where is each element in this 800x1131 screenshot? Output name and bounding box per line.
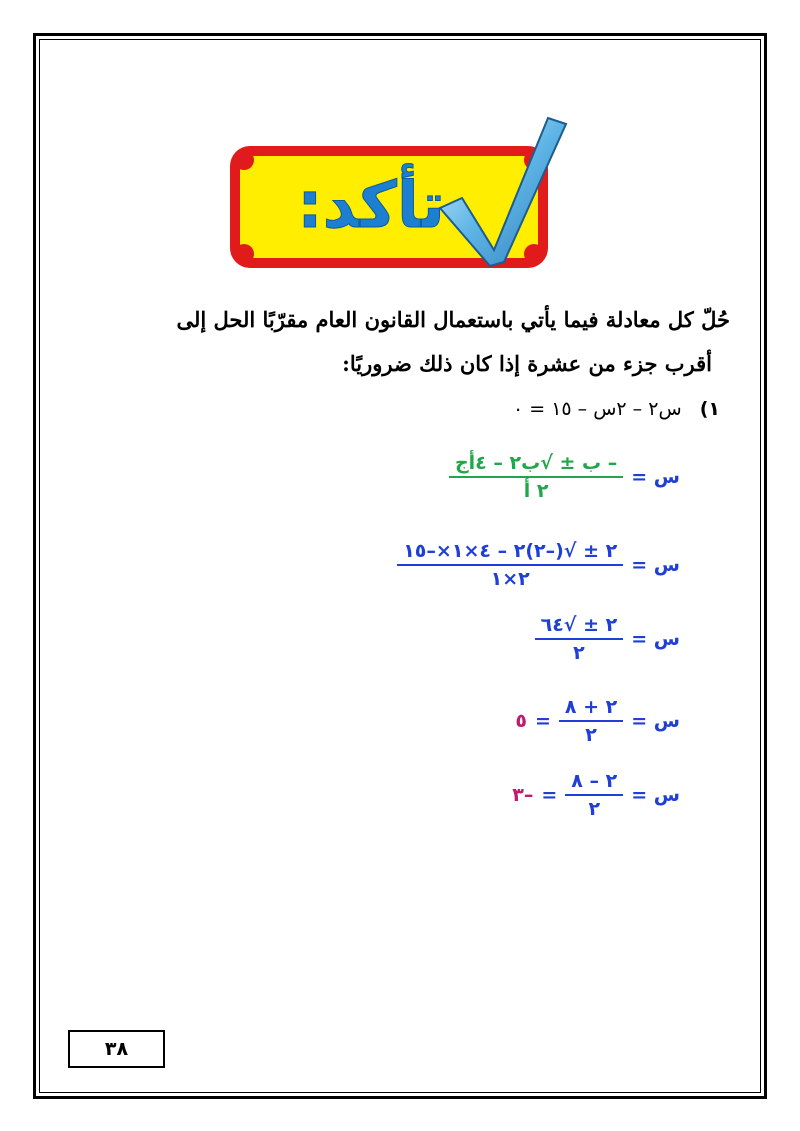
instruction-text — [170, 298, 730, 386]
fraction-root-1 — [559, 696, 623, 746]
step-lhs: س = — [631, 710, 680, 732]
step-lhs: س = — [631, 784, 680, 806]
fraction-numerator: ٢ + ٨ — [564, 696, 618, 718]
fraction-numerator: ٢ ± √٦٤ — [540, 614, 618, 636]
fraction-denominator: ٢ — [588, 798, 601, 820]
fraction-numerator: ٢ – ٨ — [571, 770, 618, 792]
fraction-simplified — [535, 614, 624, 664]
fraction-denominator: ٢ — [573, 642, 585, 664]
check-banner — [228, 110, 568, 280]
problem-number: ١) — [699, 398, 720, 420]
page-number: ٣٨ — [68, 1030, 165, 1068]
instruction-line-1: حُلّ كل معادلة فيما يأتي باستعمال القانون العام مقرّبًا الحل إلى — [176, 307, 730, 332]
instruction-line-2: أقرب جزء من عشرة إذا كان ذلك ضروريًا: — [342, 351, 712, 376]
step-lhs: س = — [631, 466, 680, 488]
step-general-formula — [449, 452, 680, 502]
fraction-denominator: ٢ أ — [523, 480, 549, 502]
step-substituted — [397, 540, 680, 590]
step-root-1 — [515, 696, 680, 746]
step-lhs: س = — [631, 554, 680, 576]
fraction-numerator: – ب ± √ب٢ – ٤أج — [454, 452, 618, 474]
equals-sign: = — [534, 710, 551, 732]
step-lhs: س = — [631, 628, 680, 650]
fraction-denominator: ٢×١ — [490, 568, 530, 590]
fraction-general — [449, 452, 623, 502]
fraction-root-2 — [565, 770, 623, 820]
problem-equation: س٢ – ٢س – ١٥ = ٠ — [513, 398, 682, 420]
banner-title: تأكد: — [297, 169, 445, 243]
fraction-substituted — [397, 540, 623, 590]
fraction-denominator: ٢ — [585, 724, 597, 746]
equals-sign: = — [541, 784, 558, 806]
step-root-2 — [512, 770, 680, 820]
root-1-result: ٥ — [515, 710, 527, 732]
root-2-result: –٣ — [512, 784, 534, 806]
problem-1 — [470, 398, 720, 420]
step-simplified — [535, 614, 680, 664]
fraction-numerator: ٢ ± √(–٢)٢ – ٤×١×–١٥ — [403, 540, 618, 562]
